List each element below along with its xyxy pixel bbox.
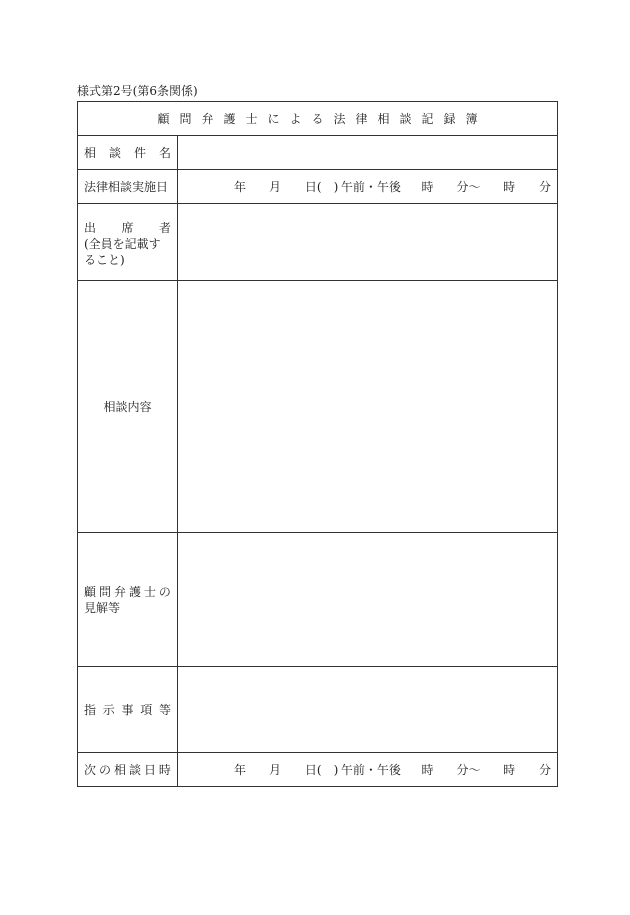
consult-date-row	[78, 170, 558, 204]
subject-field[interactable]	[178, 136, 558, 170]
instructions-row	[78, 667, 558, 753]
day-unit: 日( )	[304, 180, 339, 194]
minute-unit: 分〜	[456, 180, 481, 194]
year-unit: 年	[234, 763, 247, 777]
consult-date-field[interactable]	[178, 170, 558, 204]
consultation-record-table	[77, 101, 558, 787]
form-title: 顧問弁護士による法律相談記録簿	[157, 112, 488, 126]
minute-unit: 分〜	[456, 763, 481, 777]
next-date-row	[78, 753, 558, 787]
next-date-field[interactable]	[178, 753, 558, 787]
title-row	[78, 102, 558, 136]
month-unit: 月	[268, 763, 281, 777]
instructions-label: 指 示 事 項 等	[78, 667, 178, 753]
attendees-row	[78, 204, 558, 281]
day-unit: 日( )	[304, 763, 339, 777]
opinion-row	[78, 533, 558, 667]
title-cell	[78, 102, 558, 136]
attendees-field[interactable]	[178, 204, 558, 281]
form-number: 様式第2号(第6条関係)	[77, 84, 198, 98]
end-minute-unit: 分	[539, 180, 552, 194]
subject-label: 相 談 件 名	[78, 136, 178, 170]
instructions-field[interactable]	[178, 667, 558, 753]
opinion-label: 顧 問 弁 護 士 の 見解等	[78, 533, 178, 667]
am-pm-choice: 午前・午後	[340, 180, 401, 194]
hour-unit: 時	[421, 180, 434, 194]
content-row	[78, 281, 558, 533]
end-hour-unit: 時	[503, 180, 516, 194]
consult-date-label: 法律相談実施日	[78, 170, 178, 204]
attendees-note: (全員を記載すること)	[84, 237, 161, 267]
opinion-field[interactable]	[178, 533, 558, 667]
content-field[interactable]	[178, 281, 558, 533]
year-unit: 年	[234, 180, 247, 194]
hour-unit: 時	[421, 763, 434, 777]
content-label: 相談内容	[78, 281, 178, 533]
attendees-label: 出 席 者 (全員を記載すること)	[78, 204, 178, 281]
am-pm-choice: 午前・午後	[340, 763, 401, 777]
next-date-label: 次 の 相 談 日 時	[78, 753, 178, 787]
month-unit: 月	[268, 180, 281, 194]
end-minute-unit: 分	[539, 763, 552, 777]
subject-row	[78, 136, 558, 170]
end-hour-unit: 時	[503, 763, 516, 777]
